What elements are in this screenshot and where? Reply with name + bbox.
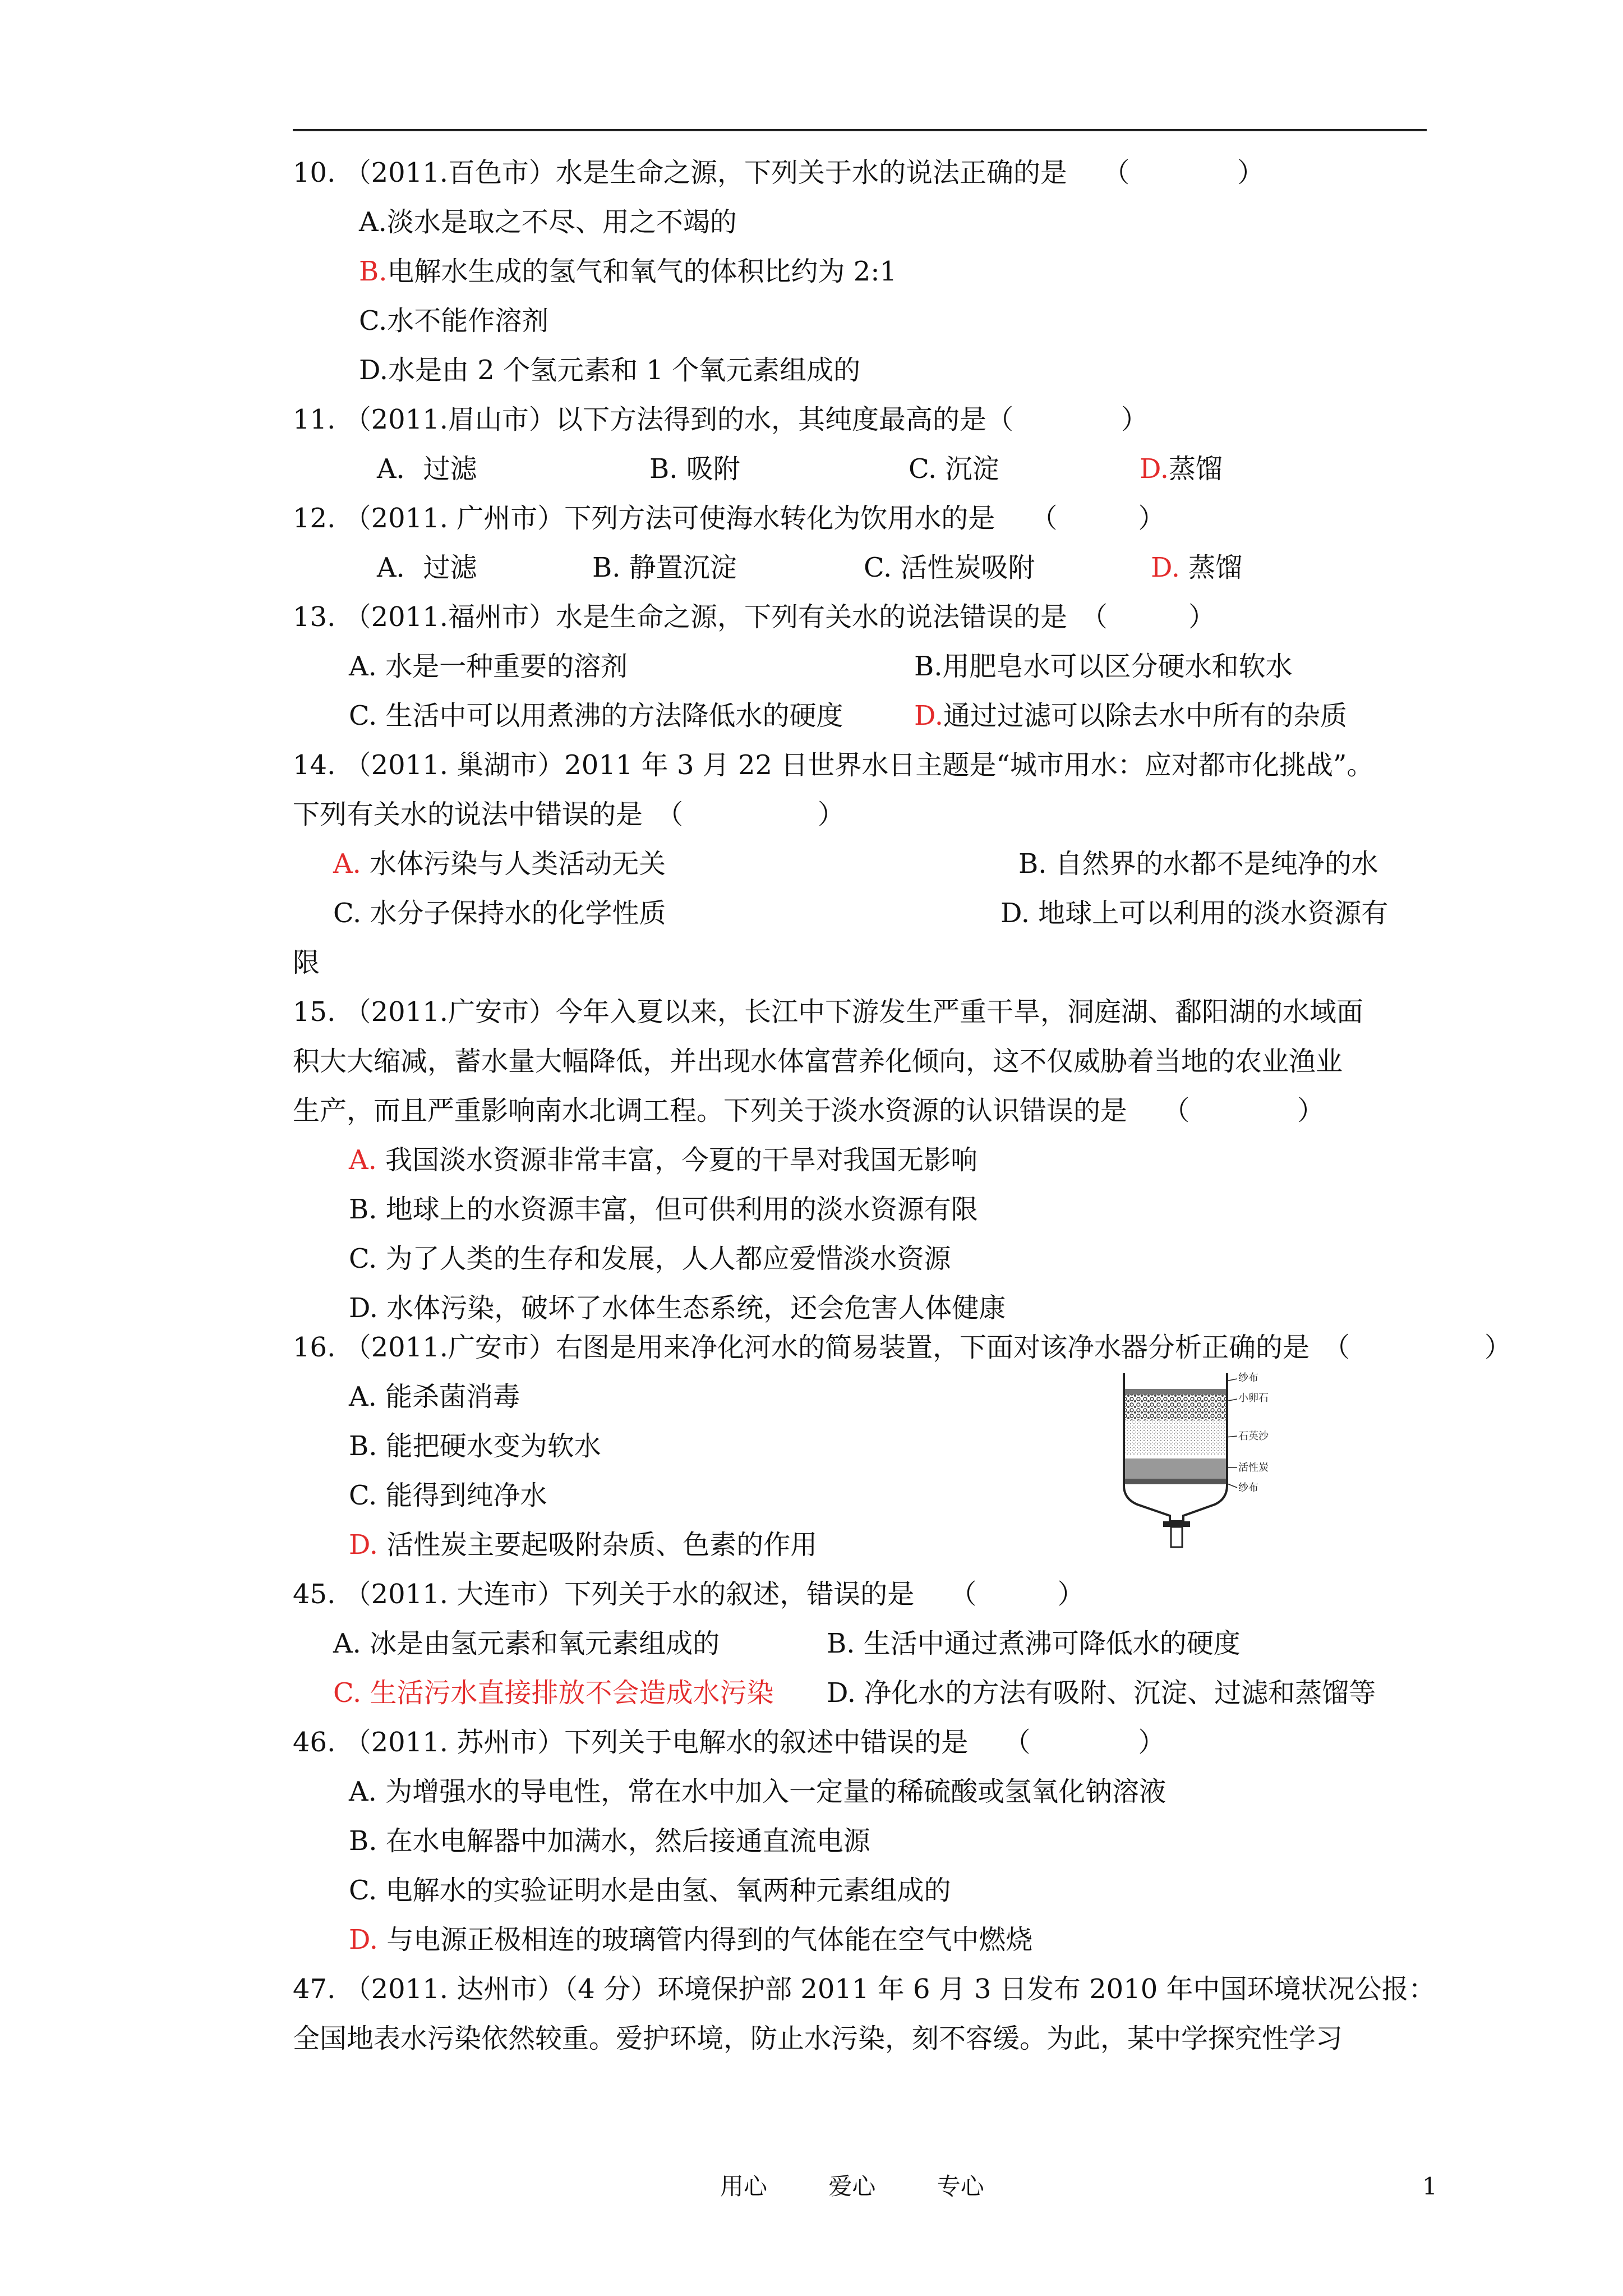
option-text: 与电源正极相连的玻璃管内得到的气体能在空气中燃烧 — [378, 1924, 1033, 1955]
q45-option-a: A. 冰是由氢元素和氧元素组成的 — [333, 1628, 720, 1659]
q14-option-a — [333, 847, 666, 881]
diagram-label-gauze-top: 纱布 — [1238, 1372, 1258, 1384]
question-12-stem: 12. （2011. 广州市）下列方法可使海水转化为饮用水的是 （ ） — [293, 503, 1165, 534]
question-47-stem-line2: 全国地表水污染依然较重。爱护环境，防止水污染，刻不容缓。为此，某中学探究性学习 — [293, 2023, 1343, 2054]
option-text: 通过过滤可以除去水中所有的杂质 — [943, 700, 1348, 731]
diagram-label-pebbles: 小卵石 — [1238, 1392, 1269, 1404]
q10-option-d: D.水是由 2 个氢元素和 1 个氧元素组成的 — [359, 355, 861, 386]
footer-motto-3: 专心 — [937, 2173, 984, 2200]
question-13-stem: 13. （2011.福州市）水是生命之源，下列有关水的说法错误的是 （ ） — [293, 601, 1216, 633]
water-filter-diagram — [1116, 1369, 1295, 1554]
diagram-label-quartz-sand: 石英沙 — [1238, 1430, 1269, 1442]
q15-option-d: D. 水体污染，破坏了水体生态系统，还会危害人体健康 — [349, 1292, 1006, 1324]
question-47-stem-line1: 47. （2011. 达州市）（4 分）环境保护部 2011 年 6 月 3 日发布 2010 年中国环境状况公报： — [293, 1973, 1436, 2005]
question-10-stem: 10. （2011.百色市）水是生命之源，下列关于水的说法正确的是 （ ） — [293, 157, 1265, 188]
q16-option-b: B. 能把硬水变为软水 — [349, 1430, 601, 1462]
q13-option-c: C. 生活中可以用煮沸的方法降低水的硬度 — [349, 700, 843, 731]
option-text: 蒸馏 — [1169, 453, 1223, 485]
q14-option-b: B. 自然界的水都不是纯净的水 — [1018, 848, 1378, 880]
q46-option-c: C. 电解水的实验证明水是由氢、氧两种元素组成的 — [349, 1875, 951, 1906]
option-text: 我国淡水资源非常丰富，今夏的干旱对我国无影响 — [376, 1144, 978, 1176]
q46-option-d — [349, 1923, 1032, 1957]
pebble-layer — [1125, 1395, 1226, 1420]
q10-option-a: A.淡水是取之不尽、用之不竭的 — [359, 206, 737, 238]
q12-option-a: A．过滤 — [377, 552, 477, 583]
header-rule — [293, 129, 1427, 131]
option-text: 活性炭主要起吸附杂质、色素的作用 — [378, 1529, 818, 1561]
page-number: 1 — [1422, 2173, 1437, 2200]
question-15-stem-line1: 15. （2011.广安市）今年入夏以来，长江中下游发生严重干旱，洞庭湖、鄱阳湖的水域面 — [293, 996, 1364, 1028]
q13-option-d — [914, 699, 1347, 733]
answer-letter: B. — [359, 256, 388, 287]
gauze-top-layer — [1125, 1389, 1226, 1395]
question-16-stem: 16. （2011.广安市）右图是用来净化河水的简易装置，下面对该净水器分析正确的是 （ ） — [293, 1332, 1512, 1363]
outlet-pipe — [1171, 1527, 1182, 1547]
quartz-sand-layer — [1125, 1420, 1226, 1455]
diagram-label-activated-carbon: 活性炭 — [1238, 1462, 1269, 1474]
answer-letter: D. — [1140, 453, 1169, 485]
diagram-label-gauze-bottom: 纱布 — [1238, 1482, 1258, 1494]
q12-option-c: C. 活性炭吸附 — [864, 552, 1035, 583]
q11-option-b: B. 吸附 — [649, 453, 740, 485]
q12-option-d — [1151, 551, 1242, 585]
question-45-stem: 45. （2011. 大连市）下列关于水的叙述，错误的是 （ ） — [293, 1579, 1085, 1610]
answer-letter: D. — [349, 1529, 379, 1561]
q14-option-d-line2: 限 — [293, 947, 320, 978]
question-14-stem-line1: 14. （2011. 巢湖市）2011 年 3 月 22 日世界水日主题是“城市用水：应对都市化挑战”。 — [293, 749, 1374, 781]
q11-option-a: A．过滤 — [377, 453, 477, 485]
q10-option-b — [359, 255, 897, 288]
q13-option-a: A. 水是一种重要的溶剂 — [349, 651, 628, 682]
option-text: 水体污染与人类活动无关 — [361, 848, 666, 880]
footer-motto-2: 爱心 — [828, 2173, 876, 2200]
activated-carbon-layer — [1125, 1458, 1226, 1479]
q16-option-d — [349, 1528, 817, 1562]
q13-option-b: B.用肥皂水可以区分硬水和软水 — [914, 651, 1293, 682]
q10-option-c: C.水不能作溶剂 — [359, 305, 549, 337]
q14-option-c: C. 水分子保持水的化学性质 — [333, 898, 666, 929]
q46-option-a: A. 为增强水的导电性，常在水中加入一定量的稀硫酸或氢氧化钠溶液 — [349, 1776, 1166, 1807]
q16-option-c: C. 能得到纯净水 — [349, 1480, 547, 1511]
footer-motto-1: 用心 — [720, 2173, 768, 2200]
q15-option-b: B. 地球上的水资源丰富，但可供利用的淡水资源有限 — [349, 1194, 978, 1225]
answer-letter: D. — [1151, 552, 1181, 583]
page-footer — [720, 2172, 1038, 2201]
answer-letter: D. — [349, 1924, 379, 1955]
option-text: 电解水生成的氢气和氧气的体积比约为 2:1 — [387, 256, 897, 287]
q45-option-d: D. 净化水的方法有吸附、沉淀、过滤和蒸馏等 — [827, 1677, 1376, 1709]
answer-letter: D. — [914, 700, 944, 731]
q16-option-a: A. 能杀菌消毒 — [349, 1381, 520, 1412]
answer-letter: A. — [349, 1144, 377, 1176]
q11-option-c: C. 沉淀 — [909, 453, 999, 485]
question-11-stem: 11. （2011.眉山市）以下方法得到的水，其纯度最高的是（ ） — [293, 404, 1149, 435]
question-46-stem: 46. （2011. 苏州市）下列关于电解水的叙述中错误的是 （ ） — [293, 1727, 1165, 1758]
question-15-stem-line2: 积大大缩减，蓄水量大幅降低，并出现水体富营养化倾向，这不仅威胁着当地的农业渔业 — [293, 1046, 1343, 1077]
question-14-stem-line2: 下列有关水的说法中错误的是 （ ） — [293, 799, 845, 830]
option-text: 蒸馏 — [1180, 552, 1243, 583]
answer-letter: A. — [333, 848, 361, 880]
q45-option-b: B. 生活中通过煮沸可降低水的硬度 — [827, 1628, 1241, 1659]
q45-option-c: C. 生活污水直接排放不会造成水污染 — [333, 1677, 774, 1709]
q15-option-a — [349, 1143, 978, 1177]
gauze-bottom-layer — [1125, 1479, 1226, 1484]
q11-option-d — [1140, 452, 1223, 486]
q15-option-c: C. 为了人类的生存和发展，人人都应爱惜淡水资源 — [349, 1243, 951, 1274]
q46-option-b: B. 在水电解器中加满水，然后接通直流电源 — [349, 1825, 870, 1857]
q12-option-b: B. 静置沉淀 — [592, 552, 737, 583]
question-15-stem-line3: 生产，而且严重影响南水北调工程。下列关于淡水资源的认识错误的是 （ ） — [293, 1095, 1325, 1126]
q14-option-d-line1: D. 地球上可以利用的淡水资源有 — [1000, 898, 1389, 929]
